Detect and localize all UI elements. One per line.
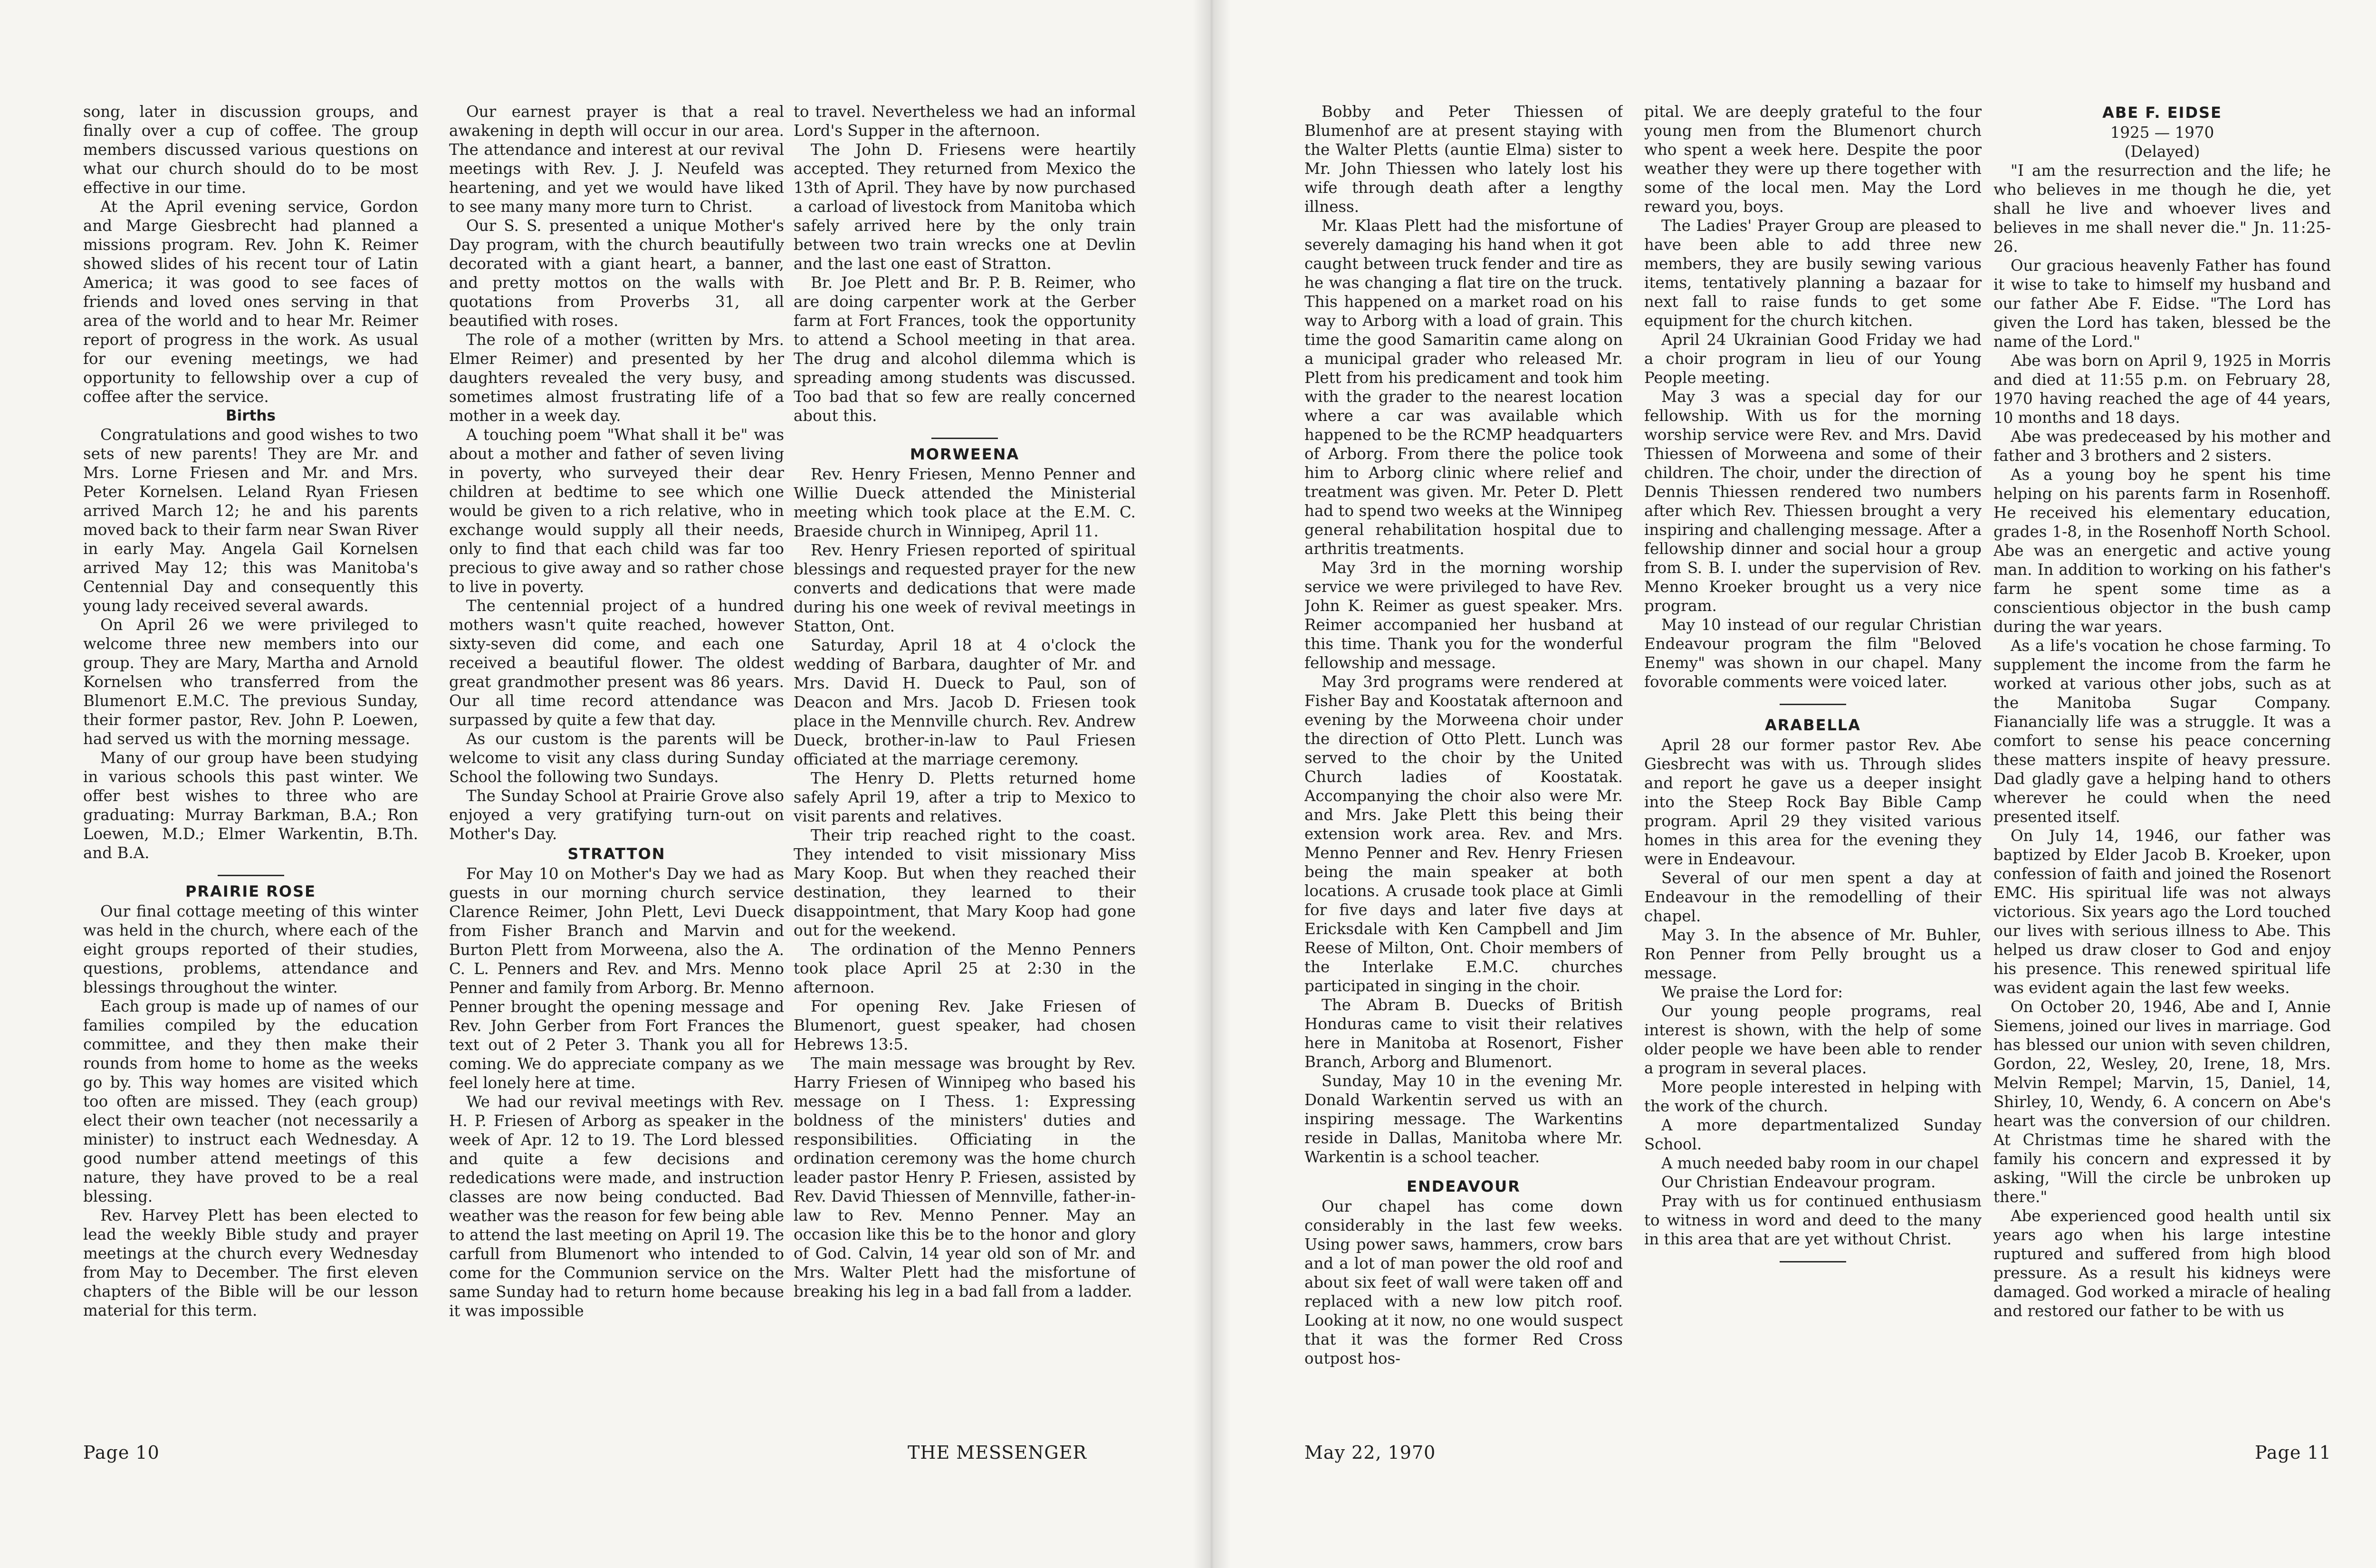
page-number-right: Page 11 xyxy=(2255,1442,2331,1463)
article-paragraph: Rev. Harvey Plett has been elected to lead the weekly Bible study and prayer meetings at the church every Wednesday from May to December. The first eleven chapters of the Bible will be our lesson material for this term. xyxy=(83,1206,418,1319)
article-paragraph: The Henry D. Pletts returned home safely April 19, after a trip to Mexico to visit parents and relatives. xyxy=(794,769,1136,825)
article-paragraph: Many of our group have been studying in various schools this past winter. We offer best wishes to three who are graduating: Murray Barkman, B.A.; Ron Loewen, M.D.; Elmer Warkentin, B.Th. and B.A. xyxy=(83,749,418,862)
article-paragraph: As a life's vocation he chose farming. To supplement the income from the farm he worked at various other jobs, such as at the Manitoba Sugar Company. Fianancially life was a struggle. It was a comfort to sense his peace concerning these matters inspite of heavy pressure. Dad gladly gave a helping hand to others wherever he could when the need presented itself. xyxy=(1993,637,2331,826)
article-paragraph: Our young people programs, real interest is shown, with the help of some older people we have been able to render a program in several places. xyxy=(1644,1002,1982,1077)
article-paragraph: Bobby and Peter Thiessen of Blumenhof are at present staying with the Walter Pletts (auntie Elma) sister to Mr. John Thiessen who lately lost his wife through death after a lengthy illness. xyxy=(1304,103,1623,216)
section-heading: PRAIRIE ROSE xyxy=(185,882,316,900)
section-heading: ABE F. EIDSE xyxy=(2102,104,2222,122)
article-paragraph: Abe was born on April 9, 1925 in Morris and died at 11:55 p.m. on February 28, 1970 having reached the age of 44 years, 10 months and 18 days. xyxy=(1993,352,2331,427)
article-paragraph: Several of our men spent a day at Endeavour in the remodelling of their chapel. xyxy=(1644,869,1982,925)
section-heading: STRATTON xyxy=(567,845,666,863)
article-paragraph: May 3rd in the morning worship service we were privileged to have Rev. John K. Reimer as guest speaker. Mrs. Reimer accompanied her husband at this time. Thank you for the wonderful fellowship and message. xyxy=(1304,559,1623,672)
article-paragraph: For May 10 on Mother's Day we had as guests in our morning church service Clarence Reimer, John Plett, Levi Dueck from Fisher Branch and Marvin and Burton Plett from Morweena, also the A. C. L. Penners and Rev. and Mrs. Menno Penner and family from Arborg. Br. Menno Penner brought the opening message and Rev. John Gerber from Fort Frances the text out of 2 Peter 3. Thank you all for coming. We do appreciate company as we feel lonely here at time. xyxy=(449,865,784,1092)
article-paragraph: The ordination of the Menno Penners took place April 25 at 2:30 in the afternoon. xyxy=(794,940,1136,996)
article-paragraph: As our custom is the parents will be welcome to visit any class during Sunday School the following two Sundays. xyxy=(449,730,784,786)
article-paragraph: April 28 our former pastor Rev. Abe Giesbrecht was with us. Through slides and report he gave us a deeper insight into the Steep Rock Bay Bible Camp program. April 29 they visited various homes in this area for the evening they were in Endeavour. xyxy=(1644,736,1982,868)
article-paragraph: We had our revival meetings with Rev. H. P. Friesen of Arborg as speaker in the week of Apr. 12 to 19. The Lord blessed and quite a few decisions and rededications were made, and instruction classes are now being conducted. Bad weather was the reason for few being able to attend the last meeting on April 19. The carfull from Blumenort who intended to come for the Communion service on the same Sunday had to return home because it was impossible xyxy=(449,1093,784,1320)
book-gutter xyxy=(1193,0,1231,1568)
article-paragraph: Our S. S. presented a unique Mother's Day program, with the church beautifully decorated with a giant heart, a banner, and pretty mottos on the walls with quotations from Proverbs 31, all beautified with roses. xyxy=(449,217,784,330)
column-2 xyxy=(449,102,784,1418)
article-paragraph: April 24 Ukrainian Good Friday we had a choir program in lieu of our Young People meeting. xyxy=(1644,331,1982,387)
article-paragraph: The centennial project of a hundred mothers wasn't quite reached, however sixty-seven did come, and each one received a beautiful flower. The oldest great grandmother present was 86 years. Our all time record attendance was surpassed by quite a few that day. xyxy=(449,597,784,729)
section-divider xyxy=(1780,704,1846,705)
article-paragraph: Br. Joe Plett and Br. P. B. Reimer, who are doing carpenter work at the Gerber farm at Fort Frances, took the opportunity to attend a School meeting in that area. The drug and alcohol dilemma which is spreading among students was discussed. Too bad that so few are really concerned about this. xyxy=(794,274,1136,425)
article-paragraph: The Ladies' Prayer Group are pleased to have been able to add three new members, they are busily sewing various items, tentatively planning a bazaar for next fall to raise funds to get some equipment for the church kitchen. xyxy=(1644,217,1982,330)
section-heading: ENDEAVOUR xyxy=(1407,1177,1521,1195)
article-paragraph: On October 20, 1946, Abe and I, Annie Siemens, joined our lives in marriage. God has blessed our union with seven children, Gordon, 22, Wesley, 20, Irene, 18, Mrs. Melvin Rempel; Marvin, 15, Daniel, 14, Shirley, 10, Wendy, 6. A concern on Abe's heart was the conversion of our children. At Christmas time he shared with the family his concern and expressed it by asking, "Will the circle be unbroken up there." xyxy=(1993,998,2331,1206)
article-paragraph: Pray with us for continued enthusiasm to witness in word and deed to the many in this area that are yet without Christ. xyxy=(1644,1192,1982,1248)
article-paragraph: The main message was brought by Rev. Harry Friesen of Winnipeg who based his message on I Thess. 1: Expressing boldness of the ministers' duties and responsibilities. Officiating in the ordination ceremony was the home church leader pastor Henry P. Friesen, assisted by Rev. David Thiessen of Mennville, father-in-law to Rev. Menno Penner. May an occasion like this be to the honor and glory of God. Calvin, 14 year old son of Mr. and Mrs. Walter Plett had the misfortune of breaking his leg in a bad fall from a ladder. xyxy=(794,1054,1136,1300)
masthead-footer: THE MESSENGER xyxy=(908,1442,1087,1463)
article-paragraph: Our final cottage meeting of this winter was held in the church, where each of the eight groups reported of their studies, questions, problems, attendance and blessings throughout the winter. xyxy=(83,902,418,996)
centered-line: 1925 — 1970 xyxy=(2110,124,2214,142)
article-paragraph: Congratulations and good wishes to two sets of new parents! They are Mr. and Mrs. Lorne Friesen and Mr. and Mrs. Peter Kornelsen. Leland Ryan Friesen arrived March 12; he and his parents moved back to their farm near Swan River in early May. Angela Gail Kornelsen arrived May 12; this was Manitoba's Centennial Day and consequently this young lady received several awards. xyxy=(83,426,418,615)
article-paragraph: Abe experienced good health until six years ago when his large intestine ruptured and suffered from high blood pressure. As a result his kidneys were damaged. God worked a miracle of healing and restored our father to be with us xyxy=(1993,1207,2331,1320)
article-paragraph: song, later in discussion groups, and finally over a cup of coffee. The group members discussed various questions on what our church should do to be most effective in our time. xyxy=(83,103,418,197)
article-paragraph: A more departmentalized Sunday School. xyxy=(1644,1116,1982,1153)
section-heading: MORWEENA xyxy=(910,445,1020,463)
article-paragraph: At the April evening service, Gordon and Marge Giesbrecht had planned a missions program. Rev. John K. Reimer showed slides of his recent tour of Latin America; it was good to see faces of friends and loved ones serving in that area of the world and to hear Mr. Reimer report of progress in the work. As usual for our evening meetings, we had opportunity to fellowship over a cup of coffee after the service. xyxy=(83,198,418,406)
subheading: Births xyxy=(226,407,276,424)
column-1 xyxy=(83,102,418,1418)
section-divider xyxy=(1780,1261,1846,1262)
article-paragraph: to travel. Nevertheless we had an informal Lord's Supper in the afternoon. xyxy=(794,103,1136,140)
article-paragraph: May 3. In the absence of Mr. Buhler, Ron Penner from Pelly brought us a message. xyxy=(1644,926,1982,982)
article-paragraph: On July 14, 1946, our father was baptized by Elder Jacob B. Kroeker, upon confession of faith and joined the Rosenort EMC. His spiritual life was not always victorious. Six years ago the Lord touched our lives with serious illness to Abe. This helped us draw closer to God and enjoy his presence. This renewed spiritual life was evident again the last few weeks. xyxy=(1993,827,2331,997)
centered-line: (Delayed) xyxy=(2124,143,2200,161)
section-divider xyxy=(931,438,998,439)
article-paragraph: For opening Rev. Jake Friesen of Blumenort, guest speaker, had chosen Hebrews 13:5. xyxy=(794,997,1136,1053)
article-paragraph: Our gracious heavenly Father has found it wise to take to himself my husband and our father Abe F. Eidse. "The Lord has given the Lord has taken, blessed be the name of the Lord." xyxy=(1993,257,2331,351)
article-paragraph: The John D. Friesens were heartily accepted. They returned from Mexico the 13th of April. They have by now purchased a carload of livestock from Manitoba which safely arrived here by the only train between two train wrecks one at Devlin and the last one east of Stratton. xyxy=(794,141,1136,273)
column-6 xyxy=(1993,102,2331,1418)
article-paragraph: May 3rd programs were rendered at Fisher Bay and Koostatak afternoon and evening by the Morweena choir under the direction of Otto Plett. Lunch was served to the choir by the United Church ladies of Koostatak. Accompanying the choir also were Mr. and Mrs. Jake Plett this being their extension work area. Rev. and Mrs. Menno Penner and Rev. Henry Friesen being the main speaker at both locations. A crusade took place at Gimli for five days and later five days at Ericksdale with Ken Campbell and Jim Reese of Milton, Ont. Choir members of the Interlake E.M.C. churches participated in singing in the choir. xyxy=(1304,673,1623,995)
article-paragraph: May 3 was a special day for our fellowship. With us for the morning worship service were Rev. and Mrs. David Thiessen of Morweena and some of their children. The choir, under the direction of Dennis Thiessen rendered two numbers after which Rev. Thiessen brought a very inspiring and challenging message. After a fellowship dinner and social hour a group from S. B. I. under the supervision of Rev. Menno Kroeker brought us a very nice program. xyxy=(1644,388,1982,615)
section-divider xyxy=(218,875,284,876)
article-paragraph: Our Christian Endeavour program. xyxy=(1661,1173,1936,1191)
article-paragraph: Rev. Henry Friesen, Menno Penner and Willie Dueck attended the Ministerial meeting which took place at the E.M. C. Braeside church in Winnipeg, April 11. xyxy=(794,465,1136,540)
article-paragraph: pital. We are deeply grateful to the four young men from the Blumenort church who spent a week here. Despite the poor weather they were up there together with some of the local men. May the Lord reward you, boys. xyxy=(1644,103,1982,216)
article-paragraph: Mr. Klaas Plett had the misfortune of severely damaging his hand when it got caught between truck fender and tire as he was changing a flat tire on the truck. This happened on a market road on his way to Arborg with a load of grain. This time the good Samaritin came along on a municipal grader who released Mr. Plett from his predicament and took him with the grader to the nearest location where a car was available which happened to be the RCMP headquarters of Arborg. From there the police took him to Arborg clinic where relief and treatment was given. Mr. Peter D. Plett had to spend two weeks at the Winnipeg general rehabilitation hospital due to arthritis treatments. xyxy=(1304,217,1623,558)
issue-date: May 22, 1970 xyxy=(1304,1442,1436,1463)
column-5 xyxy=(1644,102,1982,1418)
article-paragraph: A touching poem "What shall it be" was about a mother and father of seven living in poverty, who surveyed their dear children at bedtime to see which one would be given to a rich relative, who in exchange would supply all their needs, only to find that each child was far too precious to give away and so rather chose to live in poverty. xyxy=(449,426,784,596)
article-paragraph: May 10 instead of our regular Christian Endeavour program the film "Beloved Enemy" was shown in our chapel. Many fovorable comments were voiced later. xyxy=(1644,616,1982,691)
article-paragraph: Our chapel has come down considerably in the last few weeks. Using power saws, hammers, crow bars and a lot of man power the old roof and about six feet of wall were taken off and replaced with a new low pitch roof. Looking at it now, no one would suspect that it was the former Red Cross outpost hos- xyxy=(1304,1197,1623,1367)
section-heading: ARABELLA xyxy=(1765,716,1861,734)
article-paragraph: Sunday, May 10 in the evening Mr. Donald Warkentin served us with an inspiring message. The Warkentins reside in Dallas, Manitoba where Mr. Warkentin is a school teacher. xyxy=(1304,1072,1623,1166)
article-paragraph: Saturday, April 18 at 4 o'clock the wedding of Barbara, daughter of Mr. and Mrs. David H. Dueck to Paul, son of Deacon and Mrs. Jacob D. Friesen took place in the Mennville church. Rev. Andrew Dueck, brother-in-law to Paul Friesen officiated at the marriage ceremony. xyxy=(794,636,1136,768)
article-paragraph: We praise the Lord for: xyxy=(1661,983,1843,1001)
article-paragraph: On April 26 we were privileged to welcome three new members into our group. They are Mary, Martha and Arnold Kornelsen who transferred from the Blumenort E.M.C. The previous Sunday, their former pastor, Rev. John P. Loewen, had served us with the morning message. xyxy=(83,616,418,748)
article-paragraph: A much needed baby room in our chapel xyxy=(1661,1154,1979,1172)
article-paragraph: The role of a mother (written by Mrs. Elmer Reimer) and presented by her daughters revealed the very busy, and sometimes almost frustrating life of a mother in a week day. xyxy=(449,331,784,425)
article-paragraph: Rev. Henry Friesen reported of spiritual blessings and requested prayer for the new converts and dedications that were made during his one week of revival meetings in Statton, Ont. xyxy=(794,541,1136,635)
article-paragraph: Our earnest prayer is that a real awakening in depth will occur in our area. The attendance and interest at our revival meetings with Rev. J. J. Neufeld was heartening, and yet we would have liked to see many many more turn to Christ. xyxy=(449,103,784,216)
article-paragraph: More people interested in helping with the work of the church. xyxy=(1644,1078,1982,1115)
article-paragraph: Abe was predeceased by his mother and father and 3 brothers and 2 sisters. xyxy=(1993,428,2331,465)
article-paragraph: The Abram B. Duecks of British Honduras came to visit their relatives here in Manitoba at Rosenort, Fisher Branch, Arborg and Blumenort. xyxy=(1304,996,1623,1071)
article-paragraph: Their trip reached right to the coast. They intended to visit missionary Miss Mary Koop. But when they reached their destination, they learned to their disappointment, that Mary Koop had gone out for the weekend. xyxy=(794,826,1136,939)
column-4 xyxy=(1304,102,1623,1418)
article-paragraph: Each group is made up of names of our families compiled by the education committee, and they then make their rounds from home to home as the weeks go by. This way homes are visited which too often are missed. They (each group) elect their own teacher (not necessarily a minister) to instruct each Wednesday. A good number attend meetings of this nature, they have proved to be a real blessing. xyxy=(83,997,418,1205)
article-paragraph: The Sunday School at Prairie Grove also enjoyed a very gratifying turn-out on Mother's Day. xyxy=(449,787,784,843)
article-paragraph: "I am the resurrection and the life; he who believes in me though he die, yet shall he live and whoever lives and believes in me shall never die." Jn. 11:25-26. xyxy=(1993,162,2331,256)
column-3 xyxy=(794,102,1136,1418)
page-number-left: Page 10 xyxy=(83,1442,160,1463)
article-paragraph: As a young boy he spent his time helping on his parents farm in Rosenhoff. He received his elementary education, grades 1-8, in the Rosenhoff North School. Abe was an energetic and active young man. In addition to working on his father's farm he spent some time as a conscientious objector in the bush camp during the war years. xyxy=(1993,466,2331,636)
